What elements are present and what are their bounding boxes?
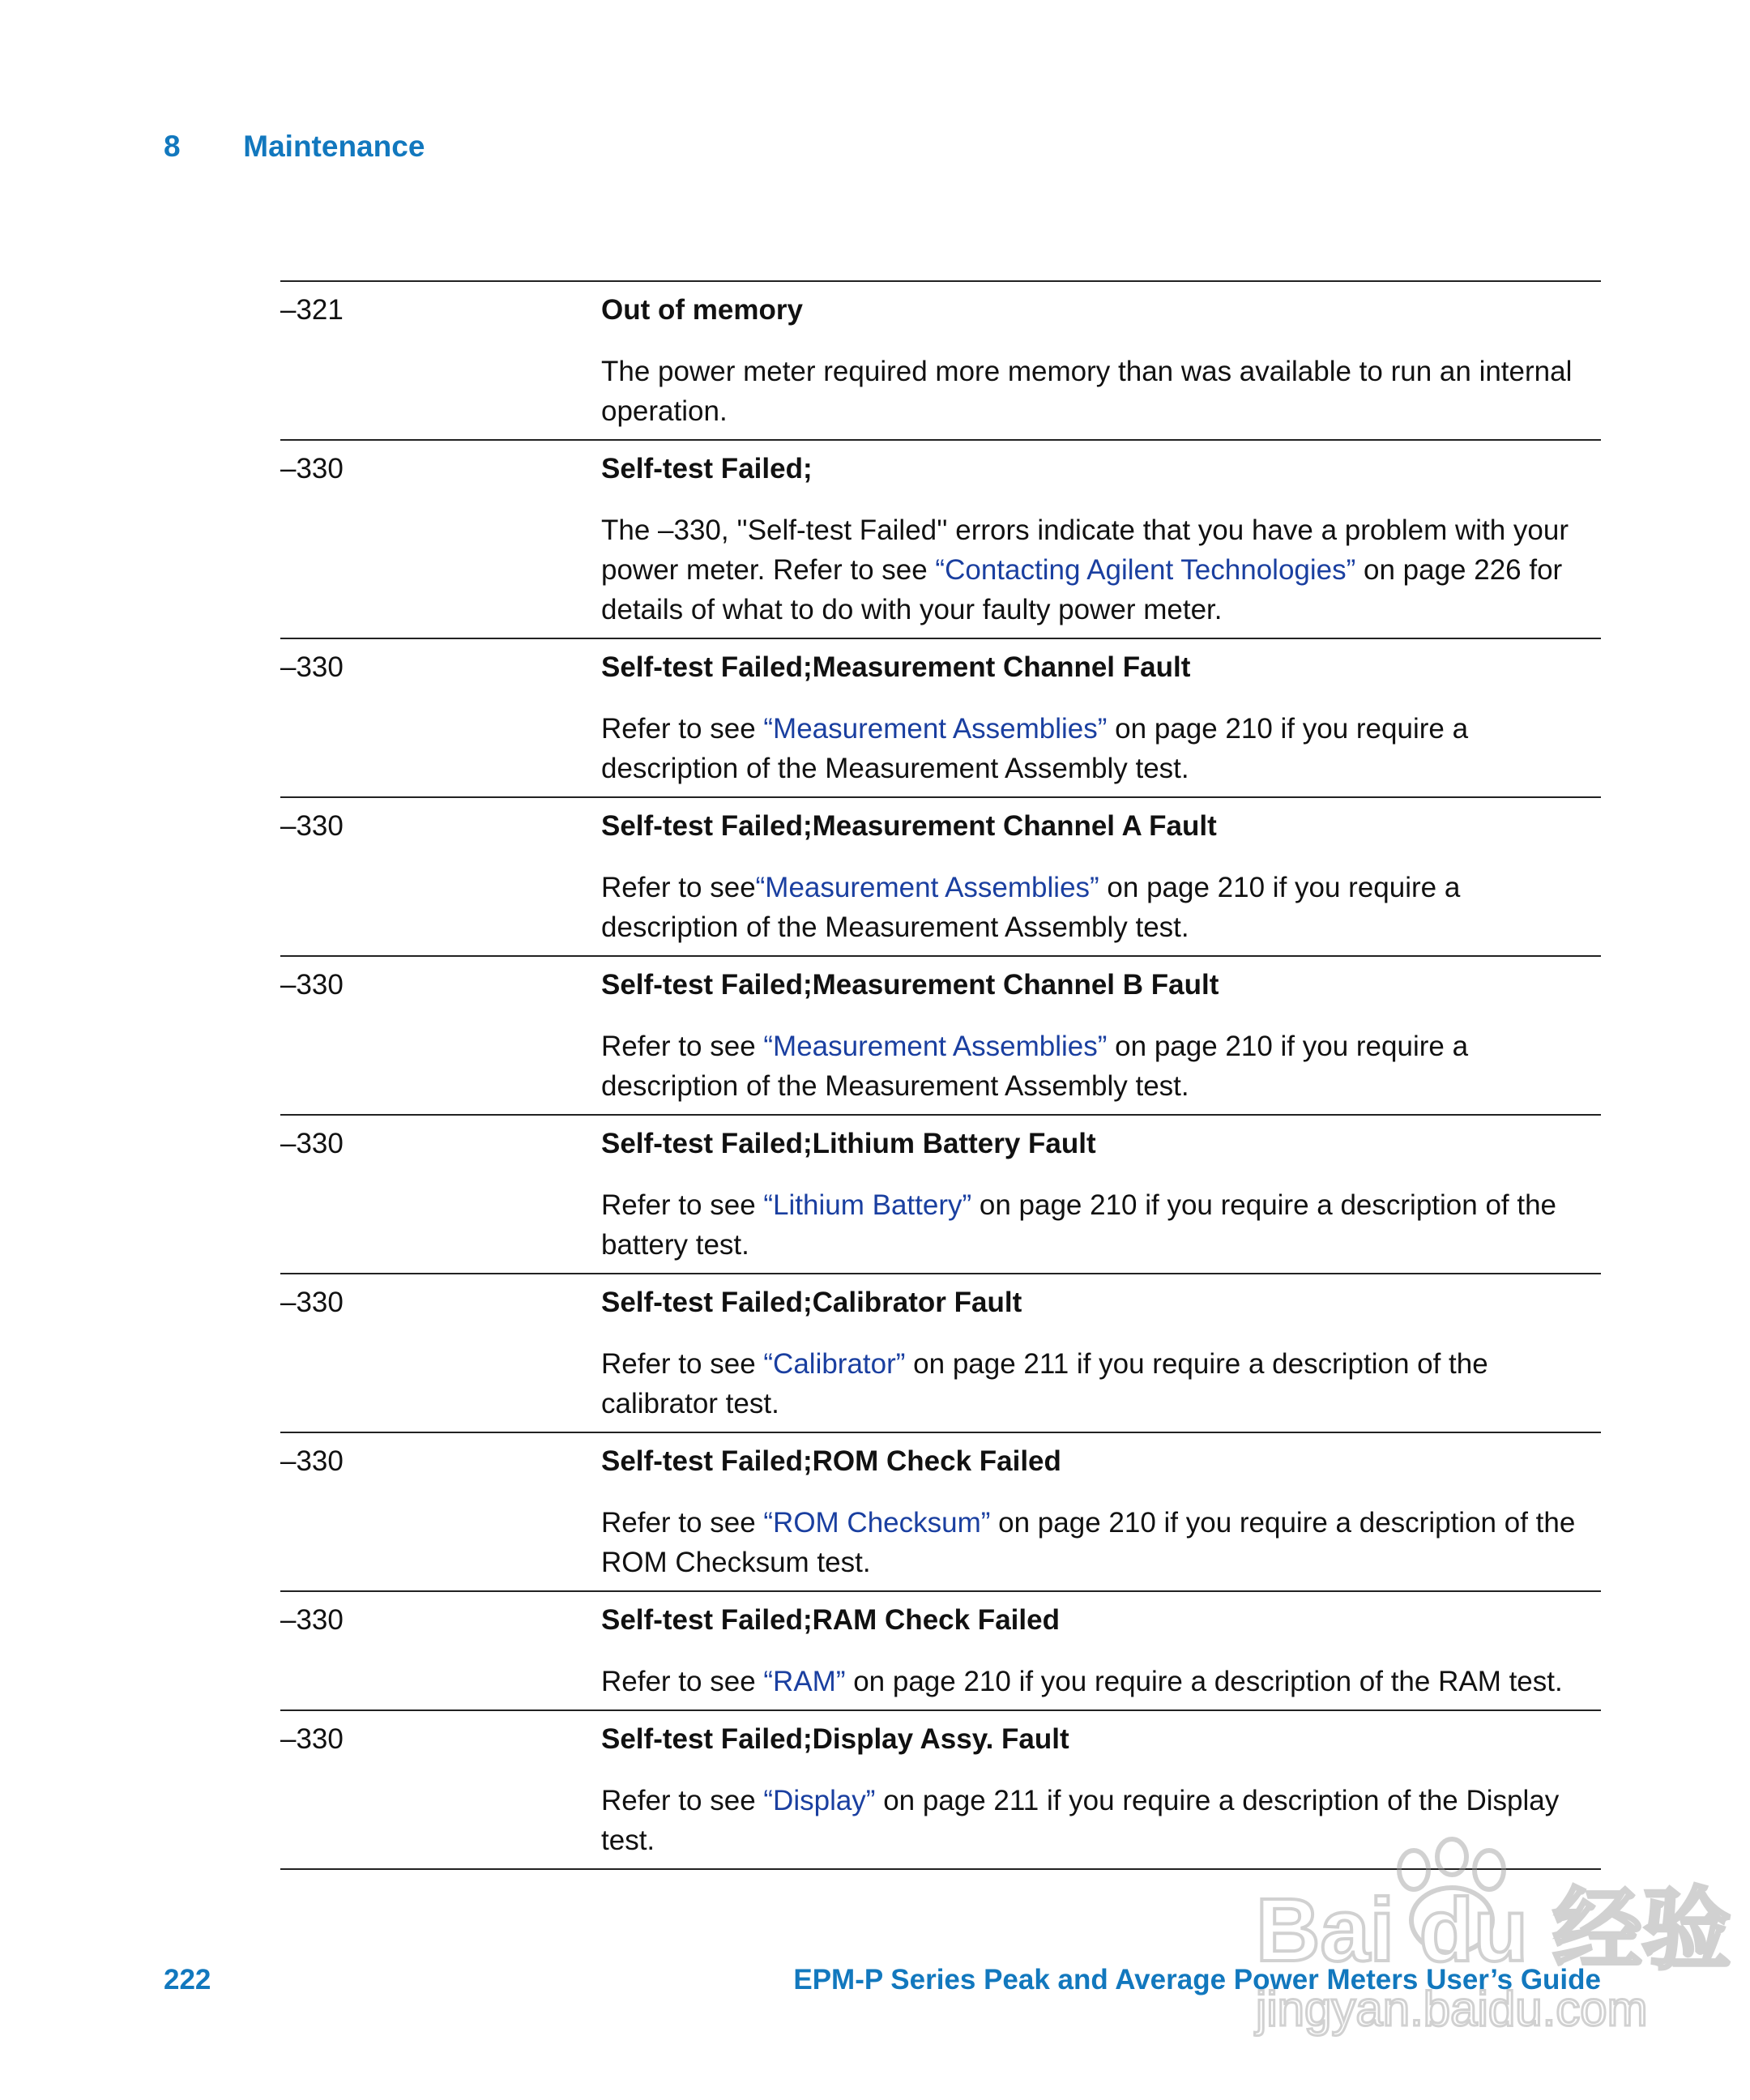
error-code: –321 bbox=[280, 294, 344, 326]
error-description bbox=[601, 1344, 1601, 1423]
error-body bbox=[601, 806, 1601, 947]
description-text: on page 210 if you require a description of the Measurement Assembly test. bbox=[601, 1031, 1469, 1102]
error-title: Self-test Failed;Measurement Channel B Fault bbox=[601, 969, 1219, 1001]
error-body bbox=[601, 965, 1601, 1106]
error-description bbox=[601, 709, 1601, 788]
error-title: Self-test Failed;Measurement Channel A Fault bbox=[601, 810, 1217, 842]
error-code: –330 bbox=[280, 1723, 344, 1755]
error-description bbox=[601, 1503, 1601, 1582]
description-text: on page 211 if you require a description of the calibrator test. bbox=[601, 1348, 1488, 1419]
description-text: on page 210 if you require a description of the battery test. bbox=[601, 1189, 1557, 1261]
error-code: –330 bbox=[280, 810, 344, 842]
error-title: Self-test Failed;Calibrator Fault bbox=[601, 1287, 1022, 1318]
table-row bbox=[280, 1433, 1601, 1592]
error-code: –330 bbox=[280, 1445, 344, 1477]
table-row bbox=[280, 282, 1601, 441]
table-row bbox=[280, 441, 1601, 639]
error-body bbox=[601, 1283, 1601, 1423]
table-row bbox=[280, 639, 1601, 798]
book-title: EPM-P Series Peak and Average Power Meters User’s Guide bbox=[793, 1964, 1601, 1995]
description-text: on page 210 if you require a description of the Measurement Assembly test. bbox=[601, 872, 1461, 943]
running-header bbox=[164, 130, 425, 164]
error-body bbox=[601, 1441, 1601, 1582]
error-code: –330 bbox=[280, 453, 344, 484]
error-title: Self-test Failed;Display Assy. Fault bbox=[601, 1723, 1069, 1755]
description-text: Refer to see bbox=[601, 1189, 764, 1221]
error-title: Out of memory bbox=[601, 294, 803, 326]
table-row bbox=[280, 1592, 1601, 1711]
error-message-table bbox=[280, 280, 1601, 1870]
error-title: Self-test Failed; bbox=[601, 453, 813, 484]
error-description bbox=[601, 1185, 1601, 1265]
description-text: Refer to see bbox=[601, 872, 756, 903]
description-text: Refer to see bbox=[601, 1507, 764, 1539]
error-code: –330 bbox=[280, 651, 344, 683]
description-text: Refer to see bbox=[601, 1031, 764, 1062]
cross-reference-link[interactable]: “Lithium Battery” bbox=[763, 1189, 972, 1221]
chapter-number: 8 bbox=[164, 130, 181, 163]
watermark-brand-text: Bai du 经验 bbox=[1256, 1880, 1731, 1980]
table-row bbox=[280, 1274, 1601, 1433]
watermark-url-text: jingyan.baidu.com bbox=[1256, 1982, 1648, 2036]
cross-reference-link[interactable]: “Measurement Assemblies” bbox=[763, 713, 1108, 745]
error-body bbox=[601, 449, 1601, 630]
error-body bbox=[601, 290, 1601, 431]
description-text: Refer to see bbox=[601, 713, 764, 745]
cross-reference-link[interactable]: “Calibrator” bbox=[763, 1348, 906, 1380]
baidu-watermark-logo bbox=[1240, 1839, 1731, 2050]
description-text: The power meter required more memory than was available to run an internal operation. bbox=[601, 356, 1573, 427]
error-code: –330 bbox=[280, 1604, 344, 1636]
description-text: on page 211 if you require a description of the Display test. bbox=[601, 1785, 1560, 1856]
table-row bbox=[280, 1116, 1601, 1274]
table-row bbox=[280, 957, 1601, 1116]
description-text: The –330, ''Self-test Failed'' errors indicate that you have a problem with your power meter. Refer to see bbox=[601, 514, 1569, 586]
cross-reference-link[interactable]: “Measurement Assemblies” bbox=[755, 872, 1099, 903]
cross-reference-link[interactable]: “RAM” bbox=[763, 1666, 846, 1697]
cross-reference-link[interactable]: “Contacting Agilent Technologies” bbox=[935, 554, 1356, 586]
cross-reference-link[interactable]: “Display” bbox=[763, 1785, 876, 1816]
description-text: Refer to see bbox=[601, 1666, 764, 1697]
cross-reference-link[interactable]: “ROM Checksum” bbox=[763, 1507, 991, 1539]
description-text: on page 226 for details of what to do with your faulty power meter. bbox=[601, 554, 1563, 625]
error-body bbox=[601, 1124, 1601, 1265]
error-body bbox=[601, 647, 1601, 788]
page-number: 222 bbox=[164, 1964, 211, 1995]
chapter-title: Maintenance bbox=[243, 130, 425, 163]
error-code: –330 bbox=[280, 969, 344, 1001]
error-code: –330 bbox=[280, 1287, 344, 1318]
description-text: Refer to see bbox=[601, 1785, 764, 1816]
description-text: on page 210 if you require a description of the Measurement Assembly test. bbox=[601, 713, 1469, 784]
error-title: Self-test Failed;Measurement Channel Fault bbox=[601, 651, 1191, 683]
error-description bbox=[601, 352, 1601, 431]
error-body bbox=[601, 1600, 1601, 1701]
error-description bbox=[601, 1027, 1601, 1106]
error-description bbox=[601, 1662, 1601, 1701]
error-title: Self-test Failed;RAM Check Failed bbox=[601, 1604, 1060, 1636]
error-title: Self-test Failed;Lithium Battery Fault bbox=[601, 1128, 1096, 1159]
description-text: Refer to see bbox=[601, 1348, 764, 1380]
cross-reference-link[interactable]: “Measurement Assemblies” bbox=[763, 1031, 1108, 1062]
description-text: on page 210 if you require a description of the RAM test. bbox=[845, 1666, 1563, 1697]
table-row bbox=[280, 798, 1601, 957]
description-text: on page 210 if you require a description of the ROM Checksum test. bbox=[601, 1507, 1576, 1578]
error-code: –330 bbox=[280, 1128, 344, 1159]
error-description bbox=[601, 510, 1601, 630]
error-description bbox=[601, 868, 1601, 947]
error-title: Self-test Failed;ROM Check Failed bbox=[601, 1445, 1061, 1477]
